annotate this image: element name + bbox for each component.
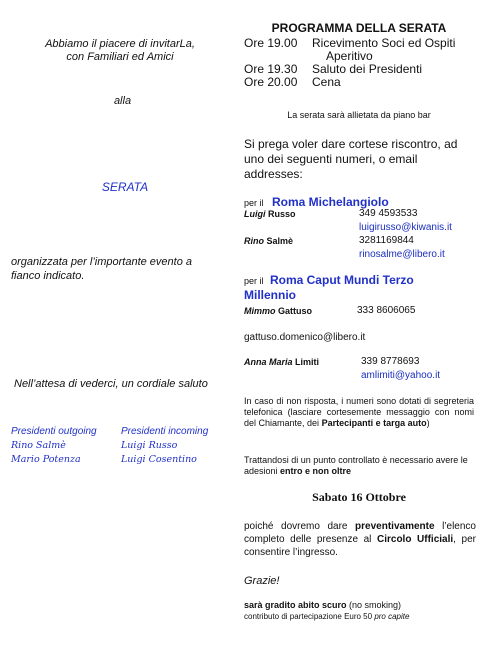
- invite-line-2: con Familiari ed Amici: [66, 51, 174, 63]
- grazie-text: Grazie!: [244, 575, 280, 587]
- club1-name: Roma Michelangiolo: [271, 195, 389, 209]
- attesa-text: Nell’attesa di vederci, un cordiale saluto: [14, 378, 208, 390]
- contact2-first: Rino: [244, 236, 264, 246]
- programma-item: Cena: [312, 75, 341, 89]
- non-risposta-end: ): [426, 418, 430, 428]
- programma-time: Ore 19.00: [244, 36, 298, 50]
- programma-time: Ore 20.00: [244, 75, 298, 89]
- poiche-text: [244, 520, 476, 559]
- contact3-first: Mimmo: [244, 306, 276, 316]
- programma-row: [244, 76, 455, 89]
- controllato-text: [244, 455, 474, 477]
- organizzata-line-1: organizzata per l’importante evento a: [11, 256, 192, 268]
- invite-line-1: Abbiamo il piacere di invitarLa,: [45, 38, 195, 50]
- invite-text: [20, 38, 220, 64]
- contact1-first: Luigi: [244, 209, 266, 219]
- poiche-3: , per consentire l’ingresso.: [244, 534, 476, 558]
- programma-item: [312, 37, 455, 63]
- contact1-last: Russo: [268, 209, 296, 219]
- incoming-name-1: Luigi Russo: [121, 440, 178, 451]
- non-risposta-bold: Partecipanti e targa auto: [321, 418, 427, 428]
- incoming-name-2: Luigi Cosentino: [121, 454, 197, 465]
- poiche-2: l’elenco completo delle presenze al: [244, 521, 476, 545]
- contact2-last: Salmè: [266, 236, 294, 246]
- organizzata-line-2: fianco indicato.: [11, 270, 85, 282]
- poiche-bold-1: preventivamente: [355, 521, 435, 532]
- contact1-email[interactable]: luigirusso@kiwanis.it: [359, 222, 452, 233]
- abito-bold: sarà gradito abito scuro: [244, 600, 347, 610]
- contact3-phone: 333 8606065: [357, 305, 416, 316]
- serata-heading: SERATA: [101, 180, 149, 194]
- contact3-email[interactable]: gattuso.domenico@libero.it: [244, 332, 366, 343]
- alla-text: alla: [113, 95, 132, 107]
- contact1-name: [244, 209, 296, 219]
- programma-text-2: Aperitivo: [326, 49, 373, 63]
- programma-item: Saluto dei Presidenti: [312, 62, 423, 76]
- incoming-names: [121, 439, 197, 467]
- contact3-name: [244, 306, 312, 316]
- contact3-last: Gattuso: [278, 306, 313, 316]
- outgoing-name-2: Mario Potenza: [11, 454, 81, 465]
- contact4-email[interactable]: amlimiti@yahoo.it: [361, 370, 441, 381]
- contact2-phone: 3281169844: [359, 235, 414, 246]
- contact1-phone: 349 4593533: [359, 208, 418, 219]
- contact2-email[interactable]: rinosalme@libero.it: [359, 249, 445, 260]
- controllato-bold: entro e non oltre: [280, 466, 352, 476]
- non-risposta-main: In caso di non risposta, i numeri sono dotati di segreteria telefonica (lasciare cortesemente messaggio con nomi del Chiamante, dei: [244, 396, 474, 428]
- contributo-text: [244, 612, 409, 621]
- outgoing-name-1: Rino Salmè: [11, 440, 66, 451]
- abito-rest: (no smoking): [346, 600, 402, 610]
- poiche-bold-2: Circolo Ufficiali: [377, 534, 454, 545]
- non-risposta-text: [244, 396, 474, 429]
- programma-time: Ore 19.30: [244, 62, 298, 76]
- organizzata-text: [11, 255, 226, 283]
- programma-title: PROGRAMMA DELLA SERATA: [271, 21, 447, 35]
- controllato-pre: Trattandosi di un punto controllato è necessario avere le adesioni: [244, 455, 468, 476]
- contact4-first: Anna Maria: [244, 357, 293, 367]
- contact4-phone: 339 8778693: [361, 356, 420, 367]
- abito-text: [244, 600, 401, 610]
- presidenti-outgoing-label: Presidenti outgoing: [11, 426, 97, 437]
- programma-text: Ricevimento Soci ed Ospiti: [312, 36, 456, 50]
- contact2-name: [244, 236, 293, 246]
- programma-table: [244, 37, 455, 89]
- poiche-1: poiché dovremo dare: [244, 521, 356, 532]
- club2-prefix: per il: [244, 276, 264, 286]
- presidenti-incoming-label: Presidenti incoming: [121, 426, 209, 437]
- contributo-main: contributo di partecipazione Euro 50: [244, 612, 375, 621]
- contact4-last: Limiti: [295, 357, 320, 367]
- contributo-italic: pro capite: [374, 612, 410, 621]
- club2-name-2: Millennio: [244, 288, 296, 302]
- club1-prefix: per il: [244, 198, 264, 208]
- club2-line: [244, 273, 476, 302]
- event-date: Sabato 16 Ottobre: [312, 490, 406, 504]
- club2-name-1: Roma Caput Mundi Terzo: [269, 273, 414, 287]
- piano-bar-text: La serata sarà allietata da piano bar: [287, 110, 431, 120]
- outgoing-names: [11, 439, 81, 467]
- riscontro-text: Si prega voler dare cortese riscontro, ad uno dei seguenti numeri, o email addresses:: [244, 137, 458, 181]
- programma-row: [244, 37, 455, 63]
- contact4-name: [244, 357, 319, 367]
